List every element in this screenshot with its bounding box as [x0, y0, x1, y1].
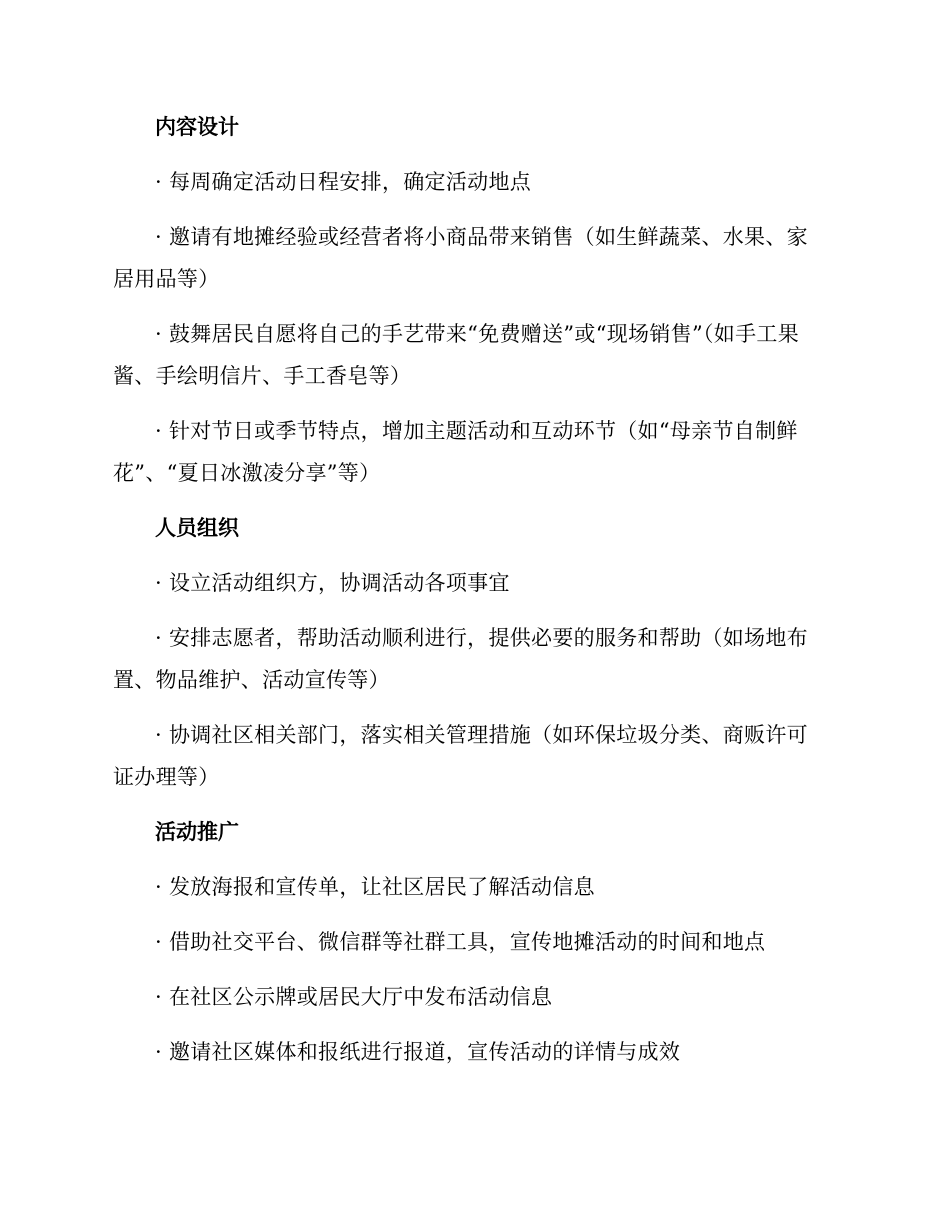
bullet-item: · 每周确定活动日程安排，确定活动地点	[155, 170, 532, 194]
section-heading-promotion: 活动推广	[155, 819, 239, 844]
bullet-item: · 安排志愿者，帮助活动顺利进行，提供必要的服务和帮助（如场地布置、物品维护、活动宣传等）	[113, 626, 808, 692]
bullet-item: · 发放海报和宣传单，让社区居民了解活动信息	[155, 875, 595, 899]
section-heading-staff-organization: 人员组织	[155, 515, 239, 540]
document-body	[113, 106, 821, 1086]
bullet-item: · 在社区公示牌或居民大厅中发布活动信息	[155, 985, 553, 1009]
section-heading-content-design: 内容设计	[155, 114, 239, 139]
bullet-item: · 鼓舞居民自愿将自己的手艺带来“免费赠送”或“现场销售”（如手工果酱、手绘明信片、手工香皂等）	[113, 322, 799, 388]
bullet-item: · 借助社交平台、微信群等社群工具，宣传地摊活动的时间和地点	[155, 930, 766, 954]
bullet-item: · 设立活动组织方，协调活动各项事宜	[155, 571, 510, 595]
bullet-item: · 邀请有地摊经验或经营者将小商品带来销售（如生鲜蔬菜、水果、家居用品等）	[113, 225, 808, 291]
bullet-item: · 邀请社区媒体和报纸进行报道，宣传活动的详情与成效	[155, 1040, 681, 1064]
bullet-item: · 协调社区相关部门，落实相关管理措施（如环保垃圾分类、商贩许可证办理等）	[113, 723, 808, 789]
bullet-item: · 针对节日或季节特点，增加主题活动和互动环节（如“母亲节自制鲜花”、“夏日冰激凌分享”等）	[113, 419, 798, 485]
